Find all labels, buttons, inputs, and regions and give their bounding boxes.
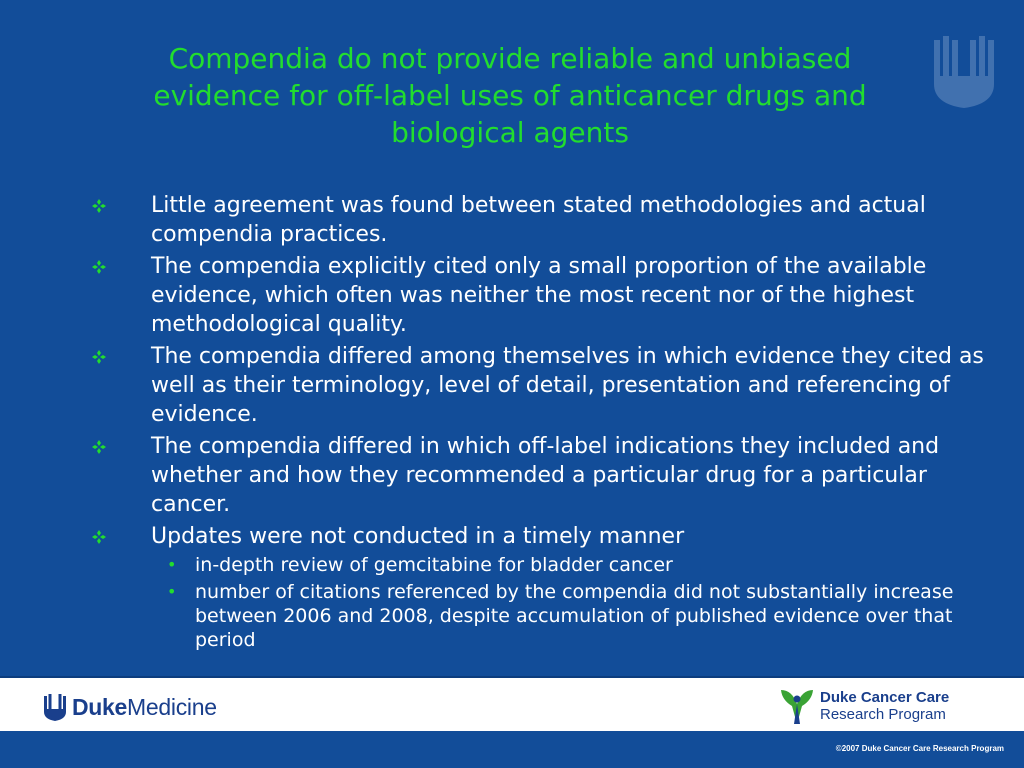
dccc-logo-line2: Research Program xyxy=(820,706,946,723)
dccc-logo-line1: Duke Cancer Care xyxy=(820,689,950,706)
duke-cancer-care-text xyxy=(820,689,949,723)
bullet-item xyxy=(92,432,997,519)
diamond-cluster-icon xyxy=(92,440,106,454)
bullet-text: Updates were not conducted in a timely manner xyxy=(151,524,685,549)
bullet-item xyxy=(92,191,997,249)
sub-bullet-item xyxy=(151,580,997,652)
bullet-item xyxy=(92,342,997,429)
bullet-list xyxy=(92,191,997,655)
footer-band xyxy=(0,676,1024,731)
dot-bullet-icon: • xyxy=(167,555,177,574)
diamond-cluster-icon xyxy=(92,199,106,213)
ribbon-leaf-icon xyxy=(778,686,816,726)
bullet-item xyxy=(92,522,997,652)
diamond-cluster-icon xyxy=(92,260,106,274)
copyright-text: ©2007 Duke Cancer Care Research Program xyxy=(835,744,1004,753)
duke-shield-watermark-icon xyxy=(932,34,996,108)
diamond-cluster-icon xyxy=(92,350,106,364)
bullet-text: The compendia differed in which off-label indications they included and whether and how they recommended a particular drug for a particular cancer. xyxy=(151,434,940,517)
sub-bullet-list xyxy=(151,553,997,652)
bullet-text: The compendia differed among themselves in which evidence they cited as well as their terminology, level of detail, presentation and referencing of evidence. xyxy=(151,344,984,427)
duke-shield-icon xyxy=(44,693,66,721)
bullet-text: Little agreement was found between stated methodologies and actual compendia practices. xyxy=(151,193,926,247)
sub-bullet-text: number of citations referenced by the compendia did not substantially increase between 2006 and 2008, despite accumulation of published evidence over that period xyxy=(195,581,954,651)
bullet-item xyxy=(92,252,997,339)
duke-logo-text-bold: Duke xyxy=(72,693,128,720)
sub-bullet-item xyxy=(151,553,997,577)
sub-bullet-text: in-depth review of gemcitabine for bladder cancer xyxy=(195,554,673,576)
duke-cancer-care-logo xyxy=(778,686,949,726)
duke-logo-text-regular: Medicine xyxy=(127,693,217,720)
duke-medicine-logo xyxy=(44,692,217,722)
slide-title: Compendia do not provide reliable and unbiased evidence for off-label uses of anticancer drugs and biological agents xyxy=(153,42,867,149)
diamond-cluster-icon xyxy=(92,530,106,544)
dot-bullet-icon: • xyxy=(167,582,177,601)
bullet-text: The compendia explicitly cited only a small proportion of the available evidence, which often was neither the most recent nor of the highest methodological quality. xyxy=(151,254,927,337)
